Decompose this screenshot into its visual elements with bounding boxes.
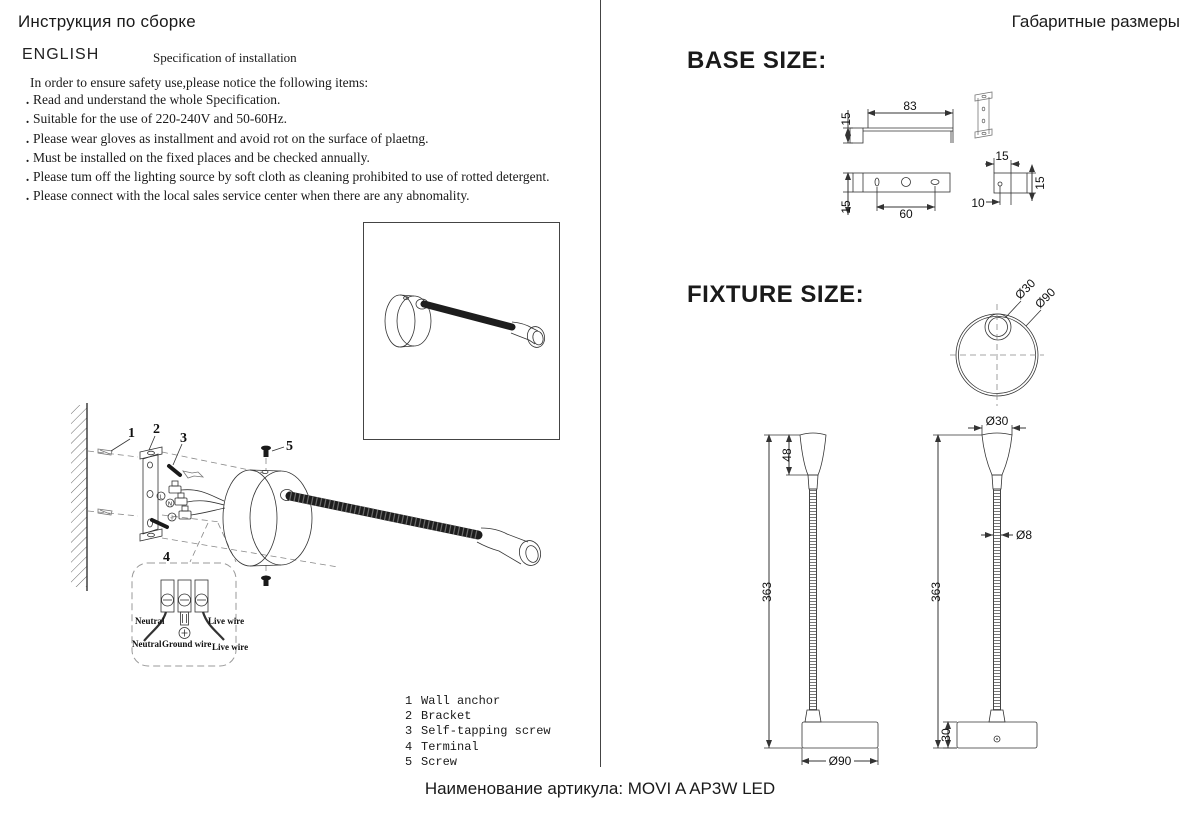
fixture-front-view bbox=[760, 433, 878, 768]
callout-2: 2 bbox=[153, 422, 160, 437]
instruction-item bbox=[22, 167, 582, 186]
callout-leaders bbox=[111, 436, 284, 465]
dim-plate-height: 15 bbox=[839, 200, 853, 214]
bullet: . bbox=[25, 188, 30, 204]
instructions-intro: In order to ensure safety use,please notice the following items: bbox=[30, 75, 369, 90]
legend-num: 3 bbox=[405, 724, 413, 739]
dim-side-total: 363 bbox=[929, 581, 943, 603]
fixture-top-view bbox=[950, 276, 1058, 406]
dim-end-width: 15 bbox=[995, 149, 1009, 163]
wall bbox=[71, 403, 87, 591]
legend-label: Terminal bbox=[421, 739, 479, 754]
fixture-side-view bbox=[929, 414, 1037, 748]
wall-anchor bbox=[98, 449, 112, 515]
dim-side-base-h: 30 bbox=[939, 728, 953, 742]
instruction-item bbox=[22, 148, 582, 167]
callout-3: 3 bbox=[180, 431, 187, 446]
installation-diagram bbox=[40, 395, 580, 695]
bracket-top-view bbox=[839, 99, 953, 143]
dim-side-arm-dia: Ø8 bbox=[1016, 528, 1033, 542]
page-title: Инструкция по сборке bbox=[18, 12, 196, 31]
fixture-size-heading: FIXTURE SIZE: bbox=[687, 281, 865, 308]
legend-item bbox=[405, 755, 551, 770]
legend-item bbox=[405, 740, 551, 755]
label-neutral-bottom: Neutral bbox=[132, 639, 162, 649]
bullet: . bbox=[25, 92, 30, 107]
terminal-mark-ground: ⏚ bbox=[169, 515, 175, 522]
label-live-bottom: Live wire bbox=[212, 642, 249, 652]
instruction-text: Please wear gloves as installment and avoid rot on the surface of plaetng. bbox=[33, 130, 429, 146]
fixture-size-drawing bbox=[700, 270, 1100, 780]
article-name: Наименование артикула: MOVI A AP3W LED bbox=[424, 779, 776, 798]
callout-1: 1 bbox=[128, 426, 135, 441]
instruction-item bbox=[22, 90, 582, 109]
instruction-item bbox=[22, 186, 582, 205]
dim-top-head-dia: Ø30 bbox=[1012, 276, 1039, 303]
projection-lines bbox=[88, 451, 338, 576]
bracket-channel-view bbox=[975, 92, 992, 138]
gooseneck-arm bbox=[281, 490, 479, 536]
label-live-top: Live wire bbox=[208, 616, 245, 626]
legend-num: 5 bbox=[405, 754, 413, 769]
legend-label: Bracket bbox=[421, 709, 472, 724]
bullet: . bbox=[25, 130, 30, 146]
bullet: . bbox=[25, 111, 30, 127]
terminal-mark-live: L bbox=[159, 494, 163, 501]
dim-hole-offset: 10 bbox=[971, 196, 985, 210]
dim-end-height: 15 bbox=[1033, 176, 1047, 190]
bullet: . bbox=[25, 149, 30, 165]
base-size-heading: BASE SIZE: bbox=[687, 47, 827, 74]
dim-hole-spacing: 60 bbox=[899, 207, 913, 221]
instruction-text: Please connect with the local sales service center when there are any abnomality. bbox=[33, 188, 470, 204]
lamp-body bbox=[223, 470, 312, 566]
instruction-text: Read and understand the whole Specification. bbox=[33, 92, 281, 107]
dim-flange-height: 15 bbox=[839, 112, 853, 126]
instruction-text: Please tum off the lighting source by soft cloth as cleaning prohibited to use of rotted detergent. bbox=[33, 169, 550, 185]
dim-front-head-h: 48 bbox=[780, 448, 794, 462]
terminal-mark-neutral: N bbox=[168, 501, 172, 508]
dim-length: 83 bbox=[903, 99, 917, 113]
instruction-list bbox=[22, 90, 582, 206]
legend-num: 1 bbox=[405, 694, 413, 708]
callout-5: 5 bbox=[286, 439, 293, 454]
legend-num: 4 bbox=[405, 739, 413, 754]
vertical-divider bbox=[600, 0, 601, 767]
dim-side-head-dia: Ø30 bbox=[985, 414, 1009, 428]
legend-num: 2 bbox=[405, 709, 413, 724]
label-neutral-top: Neutral bbox=[135, 616, 165, 626]
bracket-end-view bbox=[971, 149, 1047, 210]
callout-4: 4 bbox=[163, 550, 170, 565]
instruction-item bbox=[22, 109, 582, 128]
instruction-text: Must be installed on the fixed places and be checked annually. bbox=[33, 149, 370, 165]
screw bbox=[261, 446, 271, 586]
dim-top-base-dia: Ø90 bbox=[1032, 285, 1059, 312]
parts-legend bbox=[405, 694, 551, 770]
language-label: ENGLISH bbox=[22, 46, 100, 63]
base-size-drawing bbox=[840, 85, 1050, 225]
instruction-text: Suitable for the use of 220-240V and 50-60Hz. bbox=[33, 111, 287, 127]
label-ground-bottom: Ground wire bbox=[162, 639, 212, 649]
bullet: . bbox=[25, 169, 30, 185]
legend-item bbox=[405, 724, 551, 739]
legend-label: Self-tapping screw bbox=[421, 724, 551, 739]
dim-front-total: 363 bbox=[760, 581, 774, 603]
legend-label: Wall anchor bbox=[421, 694, 501, 708]
legend-item bbox=[405, 709, 551, 724]
spec-subtitle: Specification of installation bbox=[153, 50, 297, 65]
dimensions-title: Габаритные размеры bbox=[1011, 12, 1180, 31]
legend-item bbox=[405, 694, 551, 709]
lamp-head bbox=[477, 528, 543, 568]
dim-front-base-dia: Ø90 bbox=[828, 754, 852, 768]
legend-label: Screw bbox=[421, 754, 458, 769]
instruction-item bbox=[22, 129, 582, 148]
terminal-detail bbox=[132, 563, 248, 666]
bracket-front-view bbox=[839, 173, 950, 221]
lamp-head bbox=[511, 322, 547, 349]
